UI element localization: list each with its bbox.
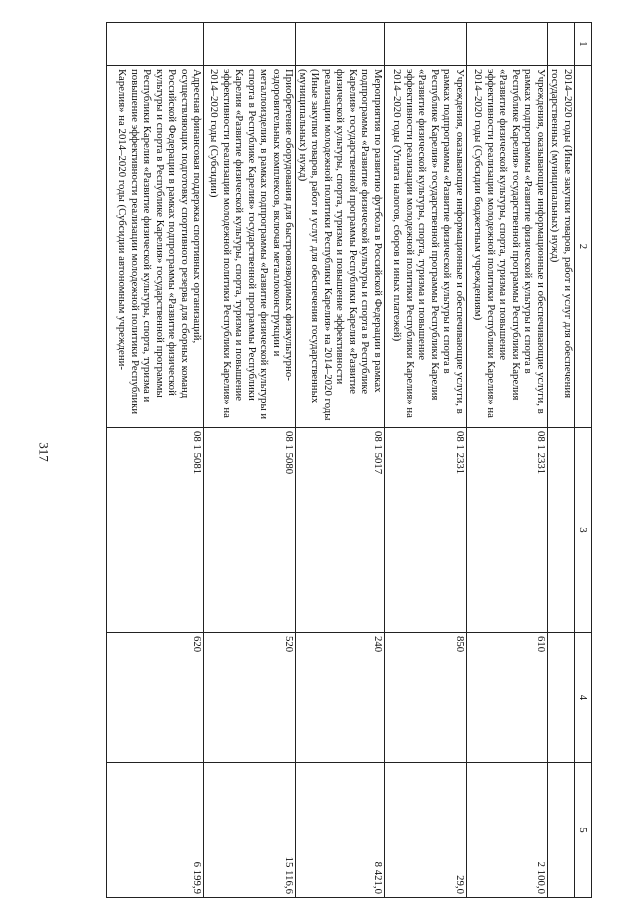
row-number bbox=[296, 23, 385, 66]
header-col-5: 5 bbox=[575, 763, 592, 898]
row-number bbox=[385, 23, 467, 66]
page-number: 317 bbox=[36, 442, 52, 462]
header-col-2: 2 bbox=[575, 66, 592, 428]
row-code: 08 1 2331 bbox=[467, 428, 548, 633]
row-number bbox=[467, 23, 548, 66]
row-number bbox=[107, 23, 204, 66]
row-type: 620 bbox=[107, 633, 204, 763]
row-type bbox=[548, 633, 575, 763]
table-row bbox=[467, 23, 548, 898]
row-amount bbox=[548, 763, 575, 898]
table-row bbox=[204, 23, 296, 898]
row-type: 240 bbox=[296, 633, 385, 763]
row-code: 08 1 2331 bbox=[385, 428, 467, 633]
row-code: 08 1 5080 bbox=[204, 428, 296, 633]
row-amount: 2 100,0 bbox=[467, 763, 548, 898]
header-col-3: 3 bbox=[575, 428, 592, 633]
header-col-1: 1 bbox=[575, 23, 592, 66]
row-type: 520 bbox=[204, 633, 296, 763]
header-row bbox=[575, 23, 592, 898]
row-type: 850 bbox=[385, 633, 467, 763]
row-description: Учреждения, оказывающие информационные и обеспечивающие услуги, в рамках подпрограммы «Развитие физической культуры и спорта в Республике Карелия» государственной программы Республики Карелия «Развитие физической культуры, спорта, туризма и повышение эффективности реализации молодежной политики Республики Карелия» на 2014–2020 годы (Уплата налогов, сборов и иных платежей) bbox=[385, 66, 467, 428]
row-description: 2014–2020 годы (Иные закупки товаров, работ и услуг для обеспечения государственных (муниципальных) нужд) bbox=[548, 66, 575, 428]
table-row bbox=[385, 23, 467, 898]
budget-table bbox=[107, 22, 593, 898]
row-type: 610 bbox=[467, 633, 548, 763]
row-code: 08 1 5017 bbox=[296, 428, 385, 633]
row-description: Адресная финансовая поддержка спортивных организаций, осуществляющих подготовку спортивного резерва для сборных команд Российской Федерации в рамках подпрограммы «Развитие физической культуры и спорта в Республике Карелия» государственной программы Республики Карелия «Развитие физической культуры, спорта, туризма и повышение эффективности реализации молодежной политики Республики Карелия» на 2014–2020 годы (Субсидии автономным учреждени- bbox=[107, 66, 204, 428]
row-amount: 6 199,9 bbox=[107, 763, 204, 898]
table-row bbox=[548, 23, 575, 898]
row-description: Приобретение оборудования для быстровозводимых физкультурно-оздоровительных комплексов, включая металлоконструкции и металлоизделия, в рамках подпрограммы «Развитие физической культуры и спорта в Республике Карелия» государственной программы Республики Карелия «Развитие физической культуры, спорта, туризма и повышение эффективности реализации молодежной политики Республики Карелия» на 2014–2020 годы (Субсидии) bbox=[204, 66, 296, 428]
rotated-page bbox=[117, 22, 592, 897]
row-number bbox=[204, 23, 296, 66]
row-amount: 8 421,0 bbox=[296, 763, 385, 898]
row-amount: 29,0 bbox=[385, 763, 467, 898]
row-code bbox=[548, 428, 575, 633]
table-row bbox=[296, 23, 385, 898]
row-amount: 15 116,6 bbox=[204, 763, 296, 898]
row-description: Учреждения, оказывающие информационные и обеспечивающие услуги, в рамках подпрограммы «Развитие физической культуры и спорта в Республике Карелия» государственной программы Республики Карелия «Развитие физической культуры, спорта, туризма и повышение эффективности реализации молодежной политики Республики Карелия» на 2014–2020 годы (Субсидии бюджетным учреждениям) bbox=[467, 66, 548, 428]
row-number bbox=[548, 23, 575, 66]
table-row bbox=[107, 23, 204, 898]
row-code: 08 1 5081 bbox=[107, 428, 204, 633]
row-description: Мероприятия по развитию футбола в Российской Федерации в рамках подпрограммы «Развитие физической культуры и спорта в Республике Карелия» государственной программы Республики Карелия «Развитие физической культуры, спорта, туризма и повышение эффективности реализации молодежной политики Республики Карелия» на 2014–2020 годы (Иные закупки товаров, работ и услуг для обеспечения государственных (муниципальных) нужд) bbox=[296, 66, 385, 428]
header-col-4: 4 bbox=[575, 633, 592, 763]
